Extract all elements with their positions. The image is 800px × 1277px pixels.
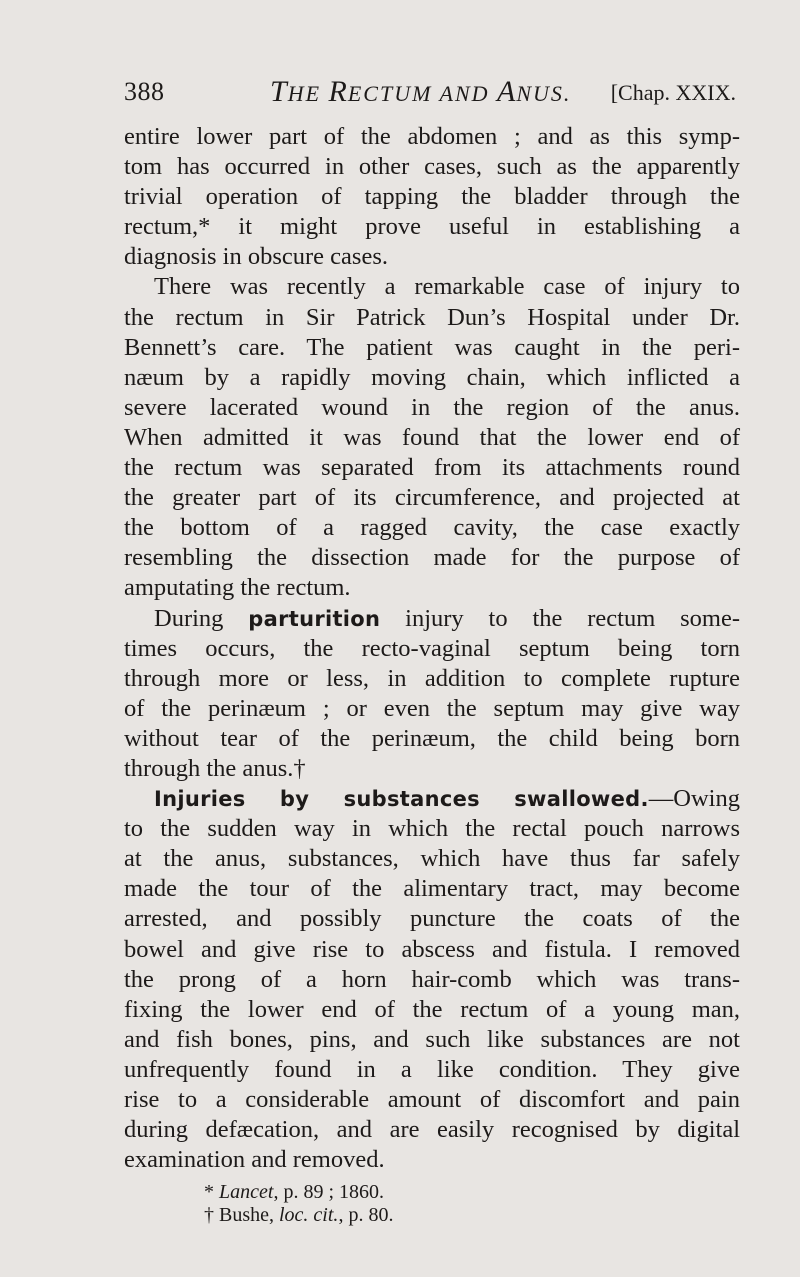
text-line: examination and removed. [124,1146,385,1174]
text-line: bowel and give rise to abscess and fistula. I removed [124,935,740,963]
running-header [124,72,744,112]
text-line: amputating the rectum. [124,574,351,602]
text-line: without tear of the perinæum, the child being born [124,724,740,752]
text-line: and fish bones, pins, and such like substances are not [124,1025,740,1053]
text-line: Injuries by substances swallowed.—Owing [154,785,740,813]
bold-term-parturition: parturition [248,606,381,631]
running-title: THE RECTUM AND ANUS. [270,75,572,108]
text-line: during defæcation, and are easily recognised by digital [124,1116,740,1144]
text-line: through the anus.† [124,754,306,782]
text-line: næum by a rapidly moving chain, which inflicted a [124,363,740,391]
text-line: trivial operation of tapping the bladder through the [124,183,740,211]
text-line: severe lacerated wound in the region of the anus. [124,393,740,421]
page-number: 388 [124,77,165,106]
text-line: of the perinæum ; or even the septum may give way [124,694,740,722]
section-heading-injuries: Injuries by substances swallowed. [154,787,649,812]
text-line: unfrequently found in a like condition. They give [124,1055,740,1083]
text-line: times occurs, the recto-vaginal septum being torn [124,634,740,662]
footnote: † Bushe, loc. cit., p. 80. [204,1204,394,1226]
footnotes [124,1181,724,1227]
text-line: the bottom of a ragged cavity, the case exactly [124,514,740,542]
text-line: at the anus, substances, which have thus far safely [124,845,740,873]
text-line: resembling the dissection made for the purpose of [124,544,740,572]
text-line: made the tour of the alimentary tract, may become [124,875,740,903]
text-line: entire lower part of the abdomen ; and as this symp- [124,123,740,150]
text-line: the greater part of its circumference, and projected at [124,484,740,512]
text-line: When admitted it was found that the lower end of [124,423,740,451]
body-text [124,122,740,1175]
footnote: * Lancet, p. 89 ; 1860. [204,1181,384,1203]
text-line: During parturition injury to the rectum some- [154,604,740,632]
text-line: to the sudden way in which the rectal pouch narrows [124,815,740,843]
text-line: diagnosis in obscure cases. [124,243,388,271]
text-line: through more or less, in addition to complete rupture [124,664,740,692]
text-line: the rectum in Sir Patrick Dun’s Hospital under Dr. [124,303,740,331]
text-line: tom has occurred in other cases, such as the apparently [124,153,740,181]
text-line: fixing the lower end of the rectum of a young man, [124,995,740,1023]
text-line: There was recently a remarkable case of injury to [154,273,740,301]
text-line: the rectum was separated from its attachments round [124,454,740,482]
text-line: the prong of a horn hair-comb which was trans- [124,965,740,993]
chapter-label: [Chap. XXIX. [610,80,736,105]
text-line: rise to a considerable amount of discomfort and pain [124,1086,740,1113]
text-line: Bennett’s care. The patient was caught in the peri- [124,333,740,361]
text-line: arrested, and possibly puncture the coats of the [124,905,740,933]
text-line: rectum,* it might prove useful in establishing a [124,213,740,241]
